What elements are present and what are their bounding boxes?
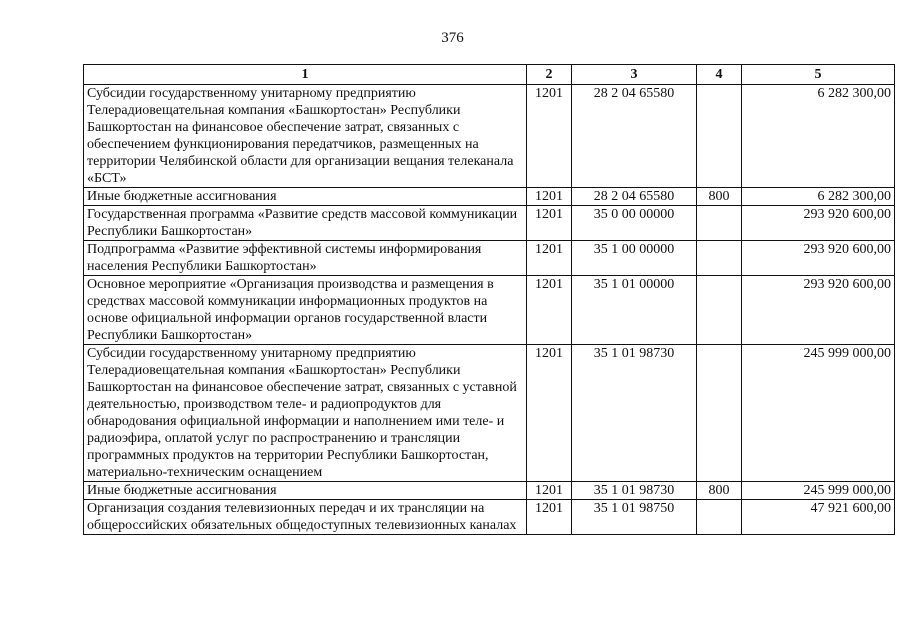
section-cell: 1201 xyxy=(527,276,572,345)
column-header-3: 3 xyxy=(572,65,697,85)
section-cell: 1201 xyxy=(527,206,572,241)
section-cell: 1201 xyxy=(527,482,572,500)
amount-cell: 6 282 300,00 xyxy=(742,188,895,206)
amount-cell: 293 920 600,00 xyxy=(742,276,895,345)
amount-cell: 6 282 300,00 xyxy=(742,85,895,188)
column-header-5: 5 xyxy=(742,65,895,85)
row-name-cell: Субсидии государственному унитарному предприятию Телерадиовещательная компания «Башкортостан» Республики Башкортостан на финансовое обеспечение затрат, связанных с уставной деятельностью, производством теле- и радиопродуктов для обнародования официальной информации и наполнением ими теле- и радиоэфира, оплатой услуг по распространению и трансляции программных продуктов на территории Республики Башкортостан, материально-техническим оснащением xyxy=(84,345,527,482)
amount-cell: 245 999 000,00 xyxy=(742,345,895,482)
expense-type-cell xyxy=(697,500,742,535)
column-header-2: 2 xyxy=(527,65,572,85)
column-header-4: 4 xyxy=(697,65,742,85)
target-article-cell: 35 0 00 00000 xyxy=(572,206,697,241)
row-name-cell: Организация создания телевизионных передач и их трансляции на общероссийских обязательных общедоступных телевизионных каналах xyxy=(84,500,527,535)
table-row xyxy=(84,241,895,276)
row-name-cell: Основное мероприятие «Организация производства и размещения в средствах массовой коммуникации информационных продуктов на основе официальной информации органов государственной власти Республики Башкортостан» xyxy=(84,276,527,345)
table-row xyxy=(84,482,895,500)
amount-cell: 293 920 600,00 xyxy=(742,206,895,241)
budget-table xyxy=(83,64,895,535)
section-cell: 1201 xyxy=(527,188,572,206)
section-cell: 1201 xyxy=(527,500,572,535)
table-row xyxy=(84,500,895,535)
section-cell: 1201 xyxy=(527,241,572,276)
expense-type-cell xyxy=(697,276,742,345)
target-article-cell: 35 1 01 98750 xyxy=(572,500,697,535)
amount-cell: 47 921 600,00 xyxy=(742,500,895,535)
row-name-cell: Иные бюджетные ассигнования xyxy=(84,188,527,206)
section-cell: 1201 xyxy=(527,85,572,188)
expense-type-cell: 800 xyxy=(697,482,742,500)
amount-cell: 245 999 000,00 xyxy=(742,482,895,500)
table-row xyxy=(84,276,895,345)
table-header-row xyxy=(84,65,895,85)
target-article-cell: 28 2 04 65580 xyxy=(572,85,697,188)
target-article-cell: 35 1 01 00000 xyxy=(572,276,697,345)
expense-type-cell xyxy=(697,241,742,276)
target-article-cell: 35 1 01 98730 xyxy=(572,345,697,482)
target-article-cell: 35 1 01 98730 xyxy=(572,482,697,500)
expense-type-cell xyxy=(697,345,742,482)
expense-type-cell: 800 xyxy=(697,188,742,206)
table-row xyxy=(84,206,895,241)
target-article-cell: 35 1 00 00000 xyxy=(572,241,697,276)
column-header-1: 1 xyxy=(84,65,527,85)
table-row xyxy=(84,85,895,188)
row-name-cell: Государственная программа «Развитие средств массовой коммуникации Республики Башкортостан» xyxy=(84,206,527,241)
amount-cell: 293 920 600,00 xyxy=(742,241,895,276)
section-cell: 1201 xyxy=(527,345,572,482)
table-row xyxy=(84,188,895,206)
row-name-cell: Субсидии государственному унитарному предприятию Телерадиовещательная компания «Башкортостан» Республики Башкортостан на финансовое обеспечение затрат, связанных с обеспечением функционирования передатчиков, размещенных на территории Челябинской области для организации вещания телеканала «БСТ» xyxy=(84,85,527,188)
row-name-cell: Подпрограмма «Развитие эффективной системы информирования населения Республики Башкортостан» xyxy=(84,241,527,276)
target-article-cell: 28 2 04 65580 xyxy=(572,188,697,206)
table-row xyxy=(84,345,895,482)
expense-type-cell xyxy=(697,206,742,241)
page-number: 376 xyxy=(441,30,464,46)
expense-type-cell xyxy=(697,85,742,188)
row-name-cell: Иные бюджетные ассигнования xyxy=(84,482,527,500)
